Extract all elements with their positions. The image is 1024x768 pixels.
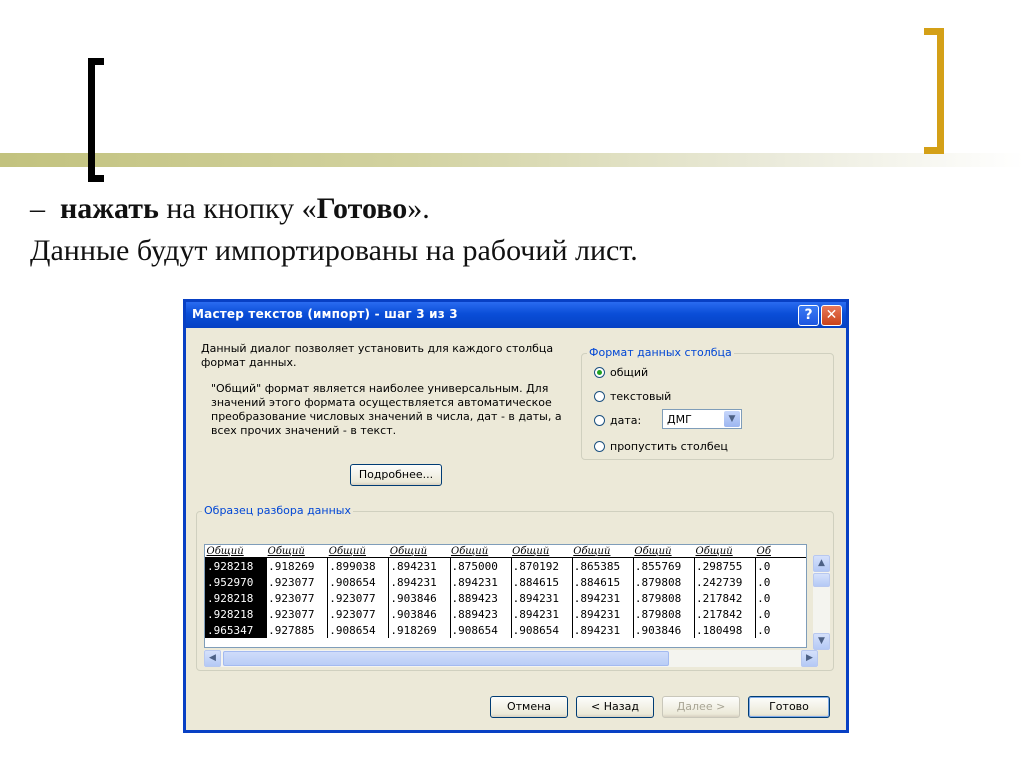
table-cell[interactable]: .908654 [328,574,389,590]
close-button[interactable]: ✕ [821,305,842,326]
table-cell[interactable]: .879808 [633,590,694,606]
scrollbar-thumb[interactable] [223,651,669,666]
date-format-value: ДМГ [667,413,692,426]
scroll-right-icon[interactable]: ▶ [801,650,818,667]
table-cell[interactable]: .894231 [389,574,450,590]
radio-skip-column[interactable] [594,440,728,453]
table-cell[interactable]: .0 [756,606,806,622]
table-row [206,574,807,590]
table-cell[interactable]: .952970 [206,574,267,590]
back-button[interactable]: < Назад [576,696,654,718]
preview-table [205,545,806,638]
column-header[interactable]: Общий [389,545,450,558]
help-button[interactable]: ? [798,305,819,326]
table-cell[interactable]: .923077 [328,606,389,622]
table-cell[interactable]: .908654 [511,622,572,638]
table-cell[interactable]: .870192 [511,558,572,575]
instruction-end: ». [407,192,430,225]
instruction-button-name: Готово [316,192,408,225]
table-cell[interactable]: .894231 [450,574,511,590]
radio-skip-label: пропустить столбец [610,440,728,453]
general-format-note: "Общий" формат является наиболее универсальным. Для значений этого формата осуществляется автоматическое преобразование числовых значений в числа, дат - в даты, а всех прочих значений - в текст. [211,382,562,437]
table-cell[interactable]: .928218 [206,606,267,622]
right-bracket-decoration [924,28,944,154]
details-button[interactable]: Подробнее... [350,464,442,486]
column-header[interactable]: Общий [633,545,694,558]
column-header-row [206,545,807,558]
column-header[interactable]: Общий [206,545,267,558]
left-bracket-decoration [88,58,104,182]
horizontal-scrollbar[interactable] [204,650,818,667]
table-cell[interactable]: .908654 [328,622,389,638]
table-cell[interactable]: .217842 [695,590,756,606]
column-header[interactable]: Общий [267,545,328,558]
column-header[interactable]: Общий [572,545,633,558]
table-cell[interactable]: .298755 [695,558,756,575]
table-cell[interactable]: .875000 [450,558,511,575]
instruction-verb: нажать [60,192,159,225]
next-button[interactable]: Далее > [662,696,740,718]
table-cell[interactable]: .884615 [511,574,572,590]
chevron-down-icon[interactable]: ▼ [724,411,740,427]
table-cell[interactable]: .0 [756,622,806,638]
data-preview-group [196,504,834,671]
table-cell[interactable]: .927885 [267,622,328,638]
table-cell[interactable]: .903846 [389,606,450,622]
radio-unchecked-icon [594,415,605,426]
table-cell[interactable]: .865385 [572,558,633,575]
column-header[interactable]: Общий [695,545,756,558]
radio-date-label: дата: [610,414,642,427]
table-cell[interactable]: .889423 [450,590,511,606]
radio-general[interactable] [594,366,648,379]
dash-bullet: – [30,192,45,225]
column-format-group [581,346,834,460]
finish-button[interactable]: Готово [748,696,830,718]
table-cell[interactable]: .855769 [633,558,694,575]
table-cell[interactable]: .923077 [328,590,389,606]
table-cell[interactable]: .894231 [572,622,633,638]
text-import-wizard-dialog [183,299,849,733]
table-row [206,622,807,638]
column-header[interactable]: Общий [328,545,389,558]
table-cell[interactable]: .894231 [572,606,633,622]
data-preview-legend: Образец разбора данных [204,504,351,517]
date-format-select[interactable] [662,409,742,429]
column-format-legend: Формат данных столбца [589,346,732,359]
dialog-description: Данный диалог позволяет установить для каждого столбца формат данных. [201,342,554,369]
vertical-scrollbar[interactable] [813,555,830,650]
table-row [206,606,807,622]
data-preview-grid[interactable] [204,544,807,648]
cancel-button[interactable]: Отмена [490,696,568,718]
table-cell[interactable]: .908654 [450,622,511,638]
radio-checked-icon [594,367,605,378]
table-cell[interactable]: .0 [756,558,806,575]
table-cell[interactable]: .903846 [389,590,450,606]
radio-unchecked-icon [594,441,605,452]
dialog-titlebar[interactable] [186,302,846,328]
table-cell[interactable]: .879808 [633,574,694,590]
table-cell[interactable]: .217842 [695,606,756,622]
table-cell[interactable]: .879808 [633,606,694,622]
table-row [206,590,807,606]
table-cell[interactable]: .965347 [206,622,267,638]
dialog-title: Мастер текстов (импорт) - шаг 3 из 3 [192,307,458,321]
column-header[interactable]: Общий [511,545,572,558]
scroll-up-icon[interactable]: ▲ [813,555,830,572]
table-cell[interactable]: .894231 [389,558,450,575]
table-cell[interactable]: .928218 [206,590,267,606]
result-text: Данные будут импортированы на рабочий лист. [30,234,638,267]
column-header[interactable]: Об [756,545,806,558]
table-cell[interactable]: .928218 [206,558,267,575]
radio-text[interactable] [594,390,671,403]
table-cell[interactable]: .903846 [633,622,694,638]
table-cell[interactable]: .180498 [695,622,756,638]
table-cell[interactable]: .918269 [389,622,450,638]
table-cell[interactable]: .0 [756,574,806,590]
scroll-left-icon[interactable]: ◀ [204,650,221,667]
table-cell[interactable]: .923077 [267,574,328,590]
table-cell[interactable]: .899038 [328,558,389,575]
instruction-text: на кнопку « [158,192,317,225]
scrollbar-thumb[interactable] [813,573,830,587]
radio-general-label: общий [610,366,649,379]
instruction-line [30,192,430,226]
table-cell[interactable]: .894231 [572,590,633,606]
table-cell[interactable]: .889423 [450,606,511,622]
table-cell[interactable]: .923077 [267,606,328,622]
table-cell[interactable]: .884615 [572,574,633,590]
scroll-down-icon[interactable]: ▼ [813,633,830,650]
table-cell[interactable]: .894231 [511,590,572,606]
table-cell[interactable]: .918269 [267,558,328,575]
radio-unchecked-icon [594,391,605,402]
radio-text-label: текстовый [610,390,672,403]
table-cell[interactable]: .923077 [267,590,328,606]
table-cell[interactable]: .0 [756,590,806,606]
table-cell[interactable]: .894231 [511,606,572,622]
decorative-gradient-bar [0,153,1024,167]
column-header[interactable]: Общий [450,545,511,558]
table-row [206,558,807,575]
radio-date[interactable] [594,414,641,427]
table-cell[interactable]: .242739 [695,574,756,590]
